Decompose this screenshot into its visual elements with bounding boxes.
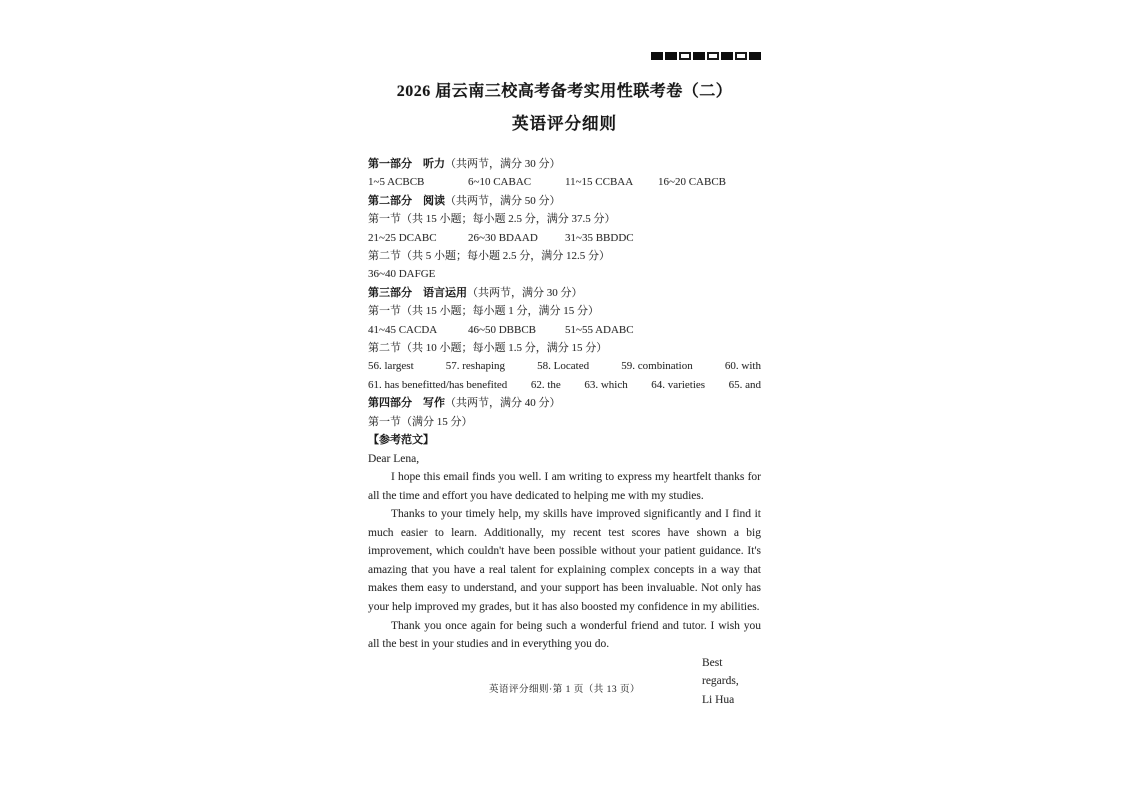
answer-item: 65. and: [728, 378, 761, 391]
letter-paragraph-2: Thanks to your timely help, my skills have improved significantly and I find it much easier to learn. Additionally, my recent test scores have shown a big improvement, which couldn't have been possible without your patient guidance. It's amazing that you have a real talent for explaining complex concepts in a way that makes them easy to understand, and your support has been invaluable. Not only has your help improved my grades, but it has also boosted my confidence in my abilities.: [368, 508, 761, 614]
part3-section2-heading: 第二节（共 10 小题；每小题 1.5 分，满分 15 分）: [368, 342, 608, 355]
model-essay: [368, 450, 761, 710]
part4-heading-name: 第四部分 写作: [368, 397, 445, 410]
language-use-section1-answers-row: [368, 321, 761, 339]
answer-item: 56. largest: [368, 360, 414, 373]
answer-item: 62. the: [530, 378, 561, 391]
answer-group: 6~10 CABAC: [468, 176, 532, 189]
letter-salutation: Dear Lena,: [368, 452, 420, 465]
reading-section2-answers-row: [368, 265, 761, 283]
answer-group: 41~45 CACDA: [368, 323, 438, 336]
letter-closing: Best regards,: [702, 656, 739, 688]
listening-answers-row: [368, 173, 761, 191]
answer-item: 57. reshaping: [445, 360, 506, 373]
registration-mark: [651, 52, 663, 60]
part2-heading-note: （共两节，满分 50 分）: [445, 194, 561, 207]
page-footer: 英语评分细则·第 1 页（共 13 页）: [489, 685, 640, 695]
answer-group: 31~35 BBDDC: [565, 231, 634, 244]
reading-section1-answers-row: [368, 229, 761, 247]
letter-signature: Li Hua: [702, 693, 735, 706]
fill-in-answers-row-1: [368, 357, 761, 375]
part3-heading-note: （共两节，满分 30 分）: [467, 286, 583, 299]
part1-heading-name: 第一部分 听力: [368, 158, 445, 170]
answer-group: 21~25 DCABC: [368, 231, 437, 244]
registration-marks: [368, 52, 761, 61]
part3-heading-name: 第三部分 语言运用: [368, 286, 467, 299]
part1-heading: [368, 155, 761, 173]
registration-mark: [665, 52, 677, 60]
part2-section2-heading: 第二节（共 5 小题；每小题 2.5 分，满分 12.5 分）: [368, 250, 610, 263]
answer-item: 61. has benefitted/has benefited: [368, 378, 508, 391]
answer-item: 64. varieties: [651, 378, 706, 391]
answer-item: 59. combination: [621, 360, 693, 373]
page-content: [368, 45, 761, 709]
registration-mark: [707, 52, 719, 60]
answer-group: 51~55 ADABC: [565, 323, 634, 336]
exam-subtitle: 英语评分细则: [512, 114, 617, 133]
part4-heading-note: （共两节，满分 40 分）: [445, 397, 561, 410]
registration-mark: [679, 52, 691, 60]
registration-mark: [749, 52, 761, 60]
part3-heading: [368, 284, 761, 302]
part2-heading: [368, 192, 761, 210]
answer-item: 63. which: [584, 378, 628, 391]
answer-group: 1~5 ACBCB: [368, 176, 425, 189]
part2-section1-heading: 第一节（共 15 小题；每小题 2.5 分，满分 37.5 分）: [368, 213, 616, 226]
answer-group: 46~50 DBBCB: [468, 323, 536, 336]
answer-group: 36~40 DAFGE: [368, 268, 436, 281]
answer-item: 60. with: [724, 360, 761, 373]
answer-group: 11~15 CCBAA: [565, 176, 634, 189]
registration-mark: [693, 52, 705, 60]
part3-section1-heading: 第一节（共 15 小题；每小题 1 分，满分 15 分）: [368, 305, 599, 318]
part1-heading-note: （共两节，满分 30 分）: [445, 158, 561, 170]
registration-mark: [721, 52, 733, 60]
part4-section1-heading: 第一节（满分 15 分）: [368, 415, 473, 428]
answer-group: 16~20 CABCB: [658, 176, 726, 189]
letter-paragraph-3: Thank you once again for being such a wonderful friend and tutor. I wish you all the best in your studies and in everything you do.: [368, 619, 761, 651]
answer-group: 26~30 BDAAD: [468, 231, 538, 244]
letter-paragraph-1: I hope this email finds you well. I am writing to express my heartfelt thanks for all the time and effort you have dedicated to helping me with my studies.: [368, 470, 761, 502]
model-essay-label: 【参考范文】: [368, 434, 434, 447]
registration-mark: [735, 52, 747, 60]
exam-title: 2026 届云南三校高考备考实用性联考卷（二）: [396, 83, 733, 100]
part4-heading: [368, 394, 761, 412]
answer-item: 58. Located: [537, 360, 590, 373]
part2-heading-name: 第二部分 阅读: [368, 194, 445, 207]
fill-in-answers-row-2: [368, 376, 761, 394]
